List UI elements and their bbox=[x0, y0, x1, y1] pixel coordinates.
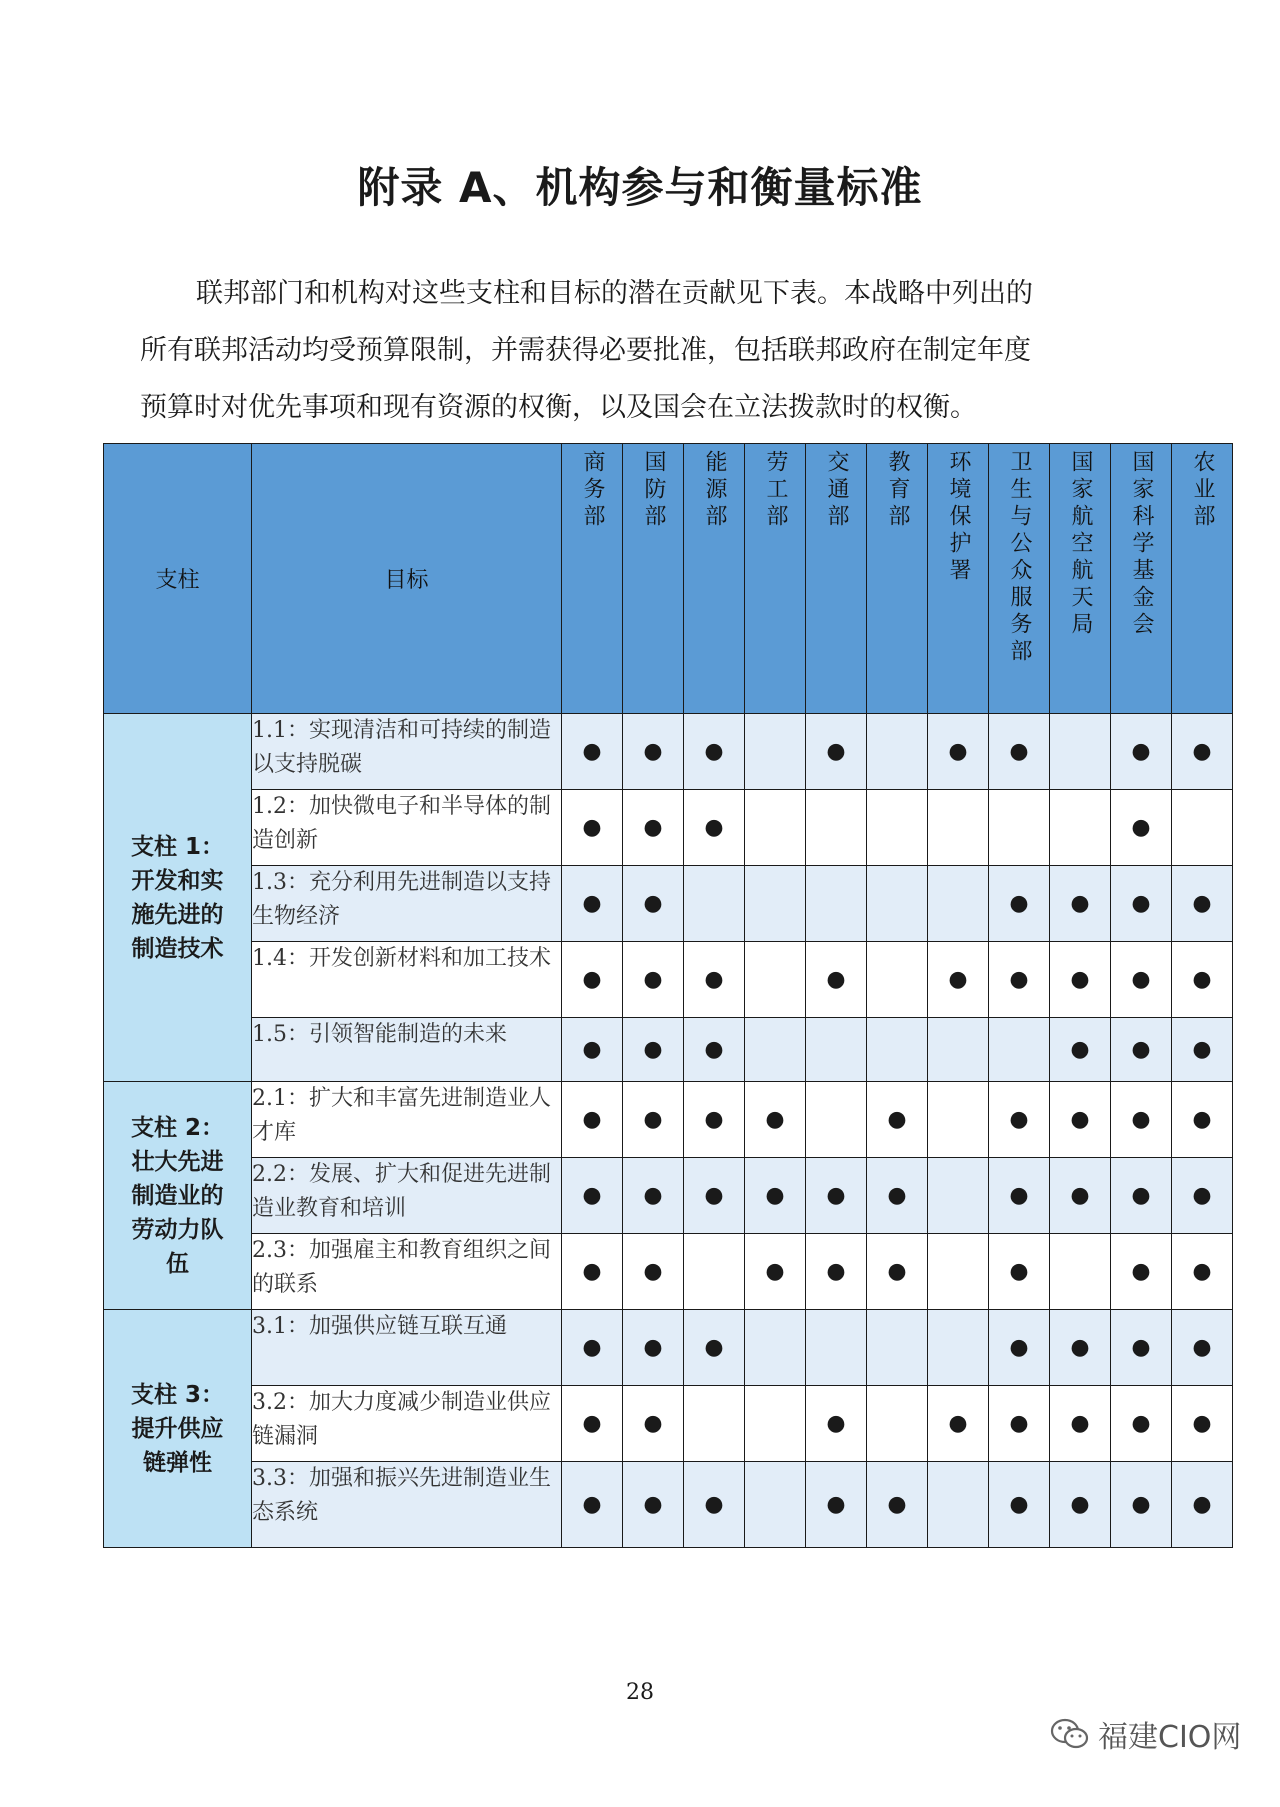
table-row bbox=[104, 866, 1233, 942]
table-row bbox=[104, 1158, 1233, 1234]
participation-mark: ● bbox=[623, 942, 684, 1018]
participation-mark: ● bbox=[562, 1462, 623, 1548]
pillar-label-line: 壮大先进 bbox=[131, 1148, 224, 1175]
intro-paragraph bbox=[140, 265, 1150, 436]
participation-mark: ● bbox=[928, 942, 989, 1018]
participation-mark: ● bbox=[562, 866, 623, 942]
participation-mark: ● bbox=[867, 1234, 928, 1310]
participation-mark: ● bbox=[1050, 1018, 1111, 1082]
pillar-label bbox=[104, 714, 252, 1082]
participation-mark: ● bbox=[623, 1386, 684, 1462]
goal-cell: 3.1：加强供应链互联互通 bbox=[252, 1310, 562, 1386]
participation-mark bbox=[928, 1158, 989, 1234]
goal-cell: 1.1：实现清洁和可持续的制造以支持脱碳 bbox=[252, 714, 562, 790]
participation-mark bbox=[928, 1082, 989, 1158]
pillar-label-line: 施先进的 bbox=[131, 901, 224, 928]
participation-mark: ● bbox=[1111, 714, 1172, 790]
participation-mark: ● bbox=[1111, 1082, 1172, 1158]
participation-mark: ● bbox=[989, 714, 1050, 790]
participation-mark: ● bbox=[623, 1158, 684, 1234]
participation-mark: ● bbox=[745, 1082, 806, 1158]
participation-mark: ● bbox=[1050, 942, 1111, 1018]
participation-mark: ● bbox=[1172, 1462, 1233, 1548]
participation-mark bbox=[1050, 790, 1111, 866]
participation-mark bbox=[745, 1018, 806, 1082]
header-agency: 国家科学基金会 bbox=[1111, 444, 1172, 714]
participation-mark bbox=[684, 866, 745, 942]
goal-cell: 2.1：扩大和丰富先进制造业人才库 bbox=[252, 1082, 562, 1158]
participation-mark bbox=[867, 790, 928, 866]
page-number: 28 bbox=[626, 1680, 654, 1705]
participation-mark: ● bbox=[1172, 1234, 1233, 1310]
participation-mark bbox=[867, 1018, 928, 1082]
participation-mark bbox=[745, 1462, 806, 1548]
participation-mark: ● bbox=[989, 942, 1050, 1018]
header-agency: 国防部 bbox=[623, 444, 684, 714]
participation-mark: ● bbox=[1050, 1462, 1111, 1548]
participation-mark bbox=[867, 714, 928, 790]
goal-cell: 1.3：充分利用先进制造以支持生物经济 bbox=[252, 866, 562, 942]
participation-mark: ● bbox=[562, 790, 623, 866]
pillar-label-line: 开发和实 bbox=[131, 867, 224, 894]
participation-mark: ● bbox=[1050, 1158, 1111, 1234]
participation-mark: ● bbox=[1172, 1386, 1233, 1462]
participation-mark: ● bbox=[684, 1018, 745, 1082]
participation-mark: ● bbox=[623, 714, 684, 790]
participation-mark bbox=[806, 790, 867, 866]
participation-mark: ● bbox=[562, 1386, 623, 1462]
participation-mark bbox=[745, 714, 806, 790]
participation-mark bbox=[745, 942, 806, 1018]
participation-mark: ● bbox=[1172, 866, 1233, 942]
pillar-label-line: 制造技术 bbox=[131, 935, 224, 962]
header-agency: 教育部 bbox=[867, 444, 928, 714]
participation-mark: ● bbox=[623, 1234, 684, 1310]
participation-mark: ● bbox=[1050, 1386, 1111, 1462]
pillar-label-line: 制造业的 bbox=[131, 1182, 224, 1209]
participation-mark: ● bbox=[989, 1462, 1050, 1548]
participation-mark bbox=[1050, 714, 1111, 790]
participation-mark: ● bbox=[623, 1310, 684, 1386]
header-agency: 交通部 bbox=[806, 444, 867, 714]
goal-cell: 3.3：加强和振兴先进制造业生态系统 bbox=[252, 1462, 562, 1548]
participation-mark bbox=[867, 866, 928, 942]
participation-mark bbox=[806, 1310, 867, 1386]
participation-mark bbox=[928, 1234, 989, 1310]
header-agency: 卫生与公众服务部 bbox=[989, 444, 1050, 714]
participation-mark: ● bbox=[684, 942, 745, 1018]
participation-mark: ● bbox=[562, 942, 623, 1018]
participation-mark: ● bbox=[745, 1234, 806, 1310]
participation-mark: ● bbox=[623, 1018, 684, 1082]
participation-mark bbox=[989, 790, 1050, 866]
participation-mark: ● bbox=[1111, 1234, 1172, 1310]
participation-mark: ● bbox=[1172, 1310, 1233, 1386]
participation-mark: ● bbox=[1111, 866, 1172, 942]
table-row bbox=[104, 1082, 1233, 1158]
participation-mark: ● bbox=[562, 1018, 623, 1082]
goal-cell: 2.2：发展、扩大和促进先进制造业教育和培训 bbox=[252, 1158, 562, 1234]
participation-mark: ● bbox=[745, 1158, 806, 1234]
participation-mark: ● bbox=[867, 1462, 928, 1548]
participation-mark bbox=[928, 1462, 989, 1548]
participation-mark bbox=[867, 1386, 928, 1462]
header-agency: 商务部 bbox=[562, 444, 623, 714]
participation-mark: ● bbox=[623, 790, 684, 866]
participation-mark bbox=[745, 1386, 806, 1462]
participation-mark bbox=[928, 1310, 989, 1386]
participation-mark: ● bbox=[684, 1310, 745, 1386]
intro-line: 所有联邦活动均受预算限制，并需获得必要批准，包括联邦政府在制定年度 bbox=[140, 335, 1031, 366]
participation-mark bbox=[989, 1018, 1050, 1082]
participation-mark bbox=[745, 790, 806, 866]
participation-mark: ● bbox=[806, 1234, 867, 1310]
table-row bbox=[104, 1386, 1233, 1462]
participation-mark: ● bbox=[684, 1462, 745, 1548]
header-goal: 目标 bbox=[252, 444, 562, 714]
participation-mark: ● bbox=[562, 1310, 623, 1386]
participation-mark: ● bbox=[1111, 1462, 1172, 1548]
header-agency: 劳工部 bbox=[745, 444, 806, 714]
participation-mark: ● bbox=[1111, 1018, 1172, 1082]
pillar-label-line: 链弹性 bbox=[143, 1449, 212, 1476]
wechat-icon bbox=[1050, 1717, 1090, 1751]
goal-cell: 1.5：引领智能制造的未来 bbox=[252, 1018, 562, 1082]
goal-cell: 1.4：开发创新材料和加工技术 bbox=[252, 942, 562, 1018]
participation-mark: ● bbox=[684, 1158, 745, 1234]
participation-mark: ● bbox=[1050, 866, 1111, 942]
participation-mark: ● bbox=[989, 1234, 1050, 1310]
table-body bbox=[104, 714, 1233, 1548]
participation-mark: ● bbox=[867, 1082, 928, 1158]
participation-mark bbox=[806, 1082, 867, 1158]
participation-mark: ● bbox=[1172, 1082, 1233, 1158]
participation-mark: ● bbox=[867, 1158, 928, 1234]
table-row bbox=[104, 1310, 1233, 1386]
participation-mark bbox=[806, 1018, 867, 1082]
participation-mark: ● bbox=[1111, 1386, 1172, 1462]
participation-mark: ● bbox=[562, 714, 623, 790]
participation-mark: ● bbox=[1172, 1158, 1233, 1234]
header-pillar: 支柱 bbox=[104, 444, 252, 714]
goal-cell: 3.2：加大力度减少制造业供应链漏洞 bbox=[252, 1386, 562, 1462]
participation-mark: ● bbox=[989, 1082, 1050, 1158]
participation-mark: ● bbox=[989, 1310, 1050, 1386]
participation-mark: ● bbox=[928, 714, 989, 790]
participation-mark: ● bbox=[1111, 1158, 1172, 1234]
participation-mark: ● bbox=[806, 1158, 867, 1234]
participation-mark: ● bbox=[989, 1386, 1050, 1462]
participation-mark: ● bbox=[684, 790, 745, 866]
participation-mark: ● bbox=[684, 1082, 745, 1158]
header-agency: 能源部 bbox=[684, 444, 745, 714]
table-header-row bbox=[104, 444, 1233, 714]
pillar-label-line: 劳动力队 bbox=[131, 1216, 224, 1243]
participation-mark: ● bbox=[623, 1082, 684, 1158]
participation-mark bbox=[928, 866, 989, 942]
participation-mark: ● bbox=[1172, 1018, 1233, 1082]
agency-participation-table bbox=[103, 443, 1233, 1548]
participation-mark: ● bbox=[1111, 790, 1172, 866]
intro-line: 联邦部门和机构对这些支柱和目标的潜在贡献见下表。本战略中列出的 bbox=[196, 278, 1033, 309]
header-agency: 农业部 bbox=[1172, 444, 1233, 714]
participation-mark bbox=[1172, 790, 1233, 866]
page-title: 附录 A、机构参与和衡量标准 bbox=[357, 163, 923, 212]
watermark-text: 福建CIO网 bbox=[1098, 1720, 1242, 1755]
participation-mark: ● bbox=[1050, 1310, 1111, 1386]
header-agency: 国家航空航天局 bbox=[1050, 444, 1111, 714]
table-row bbox=[104, 790, 1233, 866]
participation-mark: ● bbox=[562, 1158, 623, 1234]
participation-mark: ● bbox=[1172, 942, 1233, 1018]
participation-mark: ● bbox=[562, 1234, 623, 1310]
participation-mark bbox=[806, 866, 867, 942]
pillar-label bbox=[104, 1310, 252, 1548]
participation-mark bbox=[867, 942, 928, 1018]
watermark bbox=[1050, 1712, 1241, 1756]
participation-mark bbox=[684, 1234, 745, 1310]
participation-mark: ● bbox=[989, 866, 1050, 942]
pillar-label-line: 支柱 3： bbox=[130, 1381, 224, 1408]
participation-mark bbox=[684, 1386, 745, 1462]
participation-mark bbox=[928, 790, 989, 866]
participation-mark: ● bbox=[989, 1158, 1050, 1234]
participation-mark: ● bbox=[623, 1462, 684, 1548]
goal-cell: 2.3：加强雇主和教育组织之间的联系 bbox=[252, 1234, 562, 1310]
participation-mark bbox=[745, 1310, 806, 1386]
participation-mark: ● bbox=[684, 714, 745, 790]
header-agency: 环境保护署 bbox=[928, 444, 989, 714]
participation-mark: ● bbox=[1111, 1310, 1172, 1386]
participation-mark: ● bbox=[1111, 942, 1172, 1018]
participation-mark bbox=[1050, 1234, 1111, 1310]
intro-line: 预算时对优先事项和现有资源的权衡，以及国会在立法拨款时的权衡。 bbox=[140, 392, 977, 423]
participation-mark: ● bbox=[1050, 1082, 1111, 1158]
table-row bbox=[104, 942, 1233, 1018]
participation-mark bbox=[867, 1310, 928, 1386]
participation-mark: ● bbox=[1172, 714, 1233, 790]
pillar-label-line: 支柱 2： bbox=[130, 1114, 224, 1141]
pillar-label-line: 支柱 1： bbox=[130, 833, 224, 860]
pillar-label bbox=[104, 1082, 252, 1310]
participation-mark: ● bbox=[623, 866, 684, 942]
participation-mark: ● bbox=[928, 1386, 989, 1462]
pillar-label-line: 提升供应 bbox=[131, 1415, 224, 1442]
participation-mark bbox=[928, 1018, 989, 1082]
goal-cell: 1.2：加快微电子和半导体的制造创新 bbox=[252, 790, 562, 866]
pillar-label-line: 伍 bbox=[166, 1250, 189, 1277]
participation-mark bbox=[745, 866, 806, 942]
table-row bbox=[104, 1462, 1233, 1548]
table-row bbox=[104, 1018, 1233, 1082]
participation-mark: ● bbox=[806, 714, 867, 790]
participation-mark: ● bbox=[806, 1386, 867, 1462]
participation-mark: ● bbox=[562, 1082, 623, 1158]
table-row bbox=[104, 714, 1233, 790]
table-row bbox=[104, 1234, 1233, 1310]
participation-mark: ● bbox=[806, 942, 867, 1018]
participation-mark: ● bbox=[806, 1462, 867, 1548]
